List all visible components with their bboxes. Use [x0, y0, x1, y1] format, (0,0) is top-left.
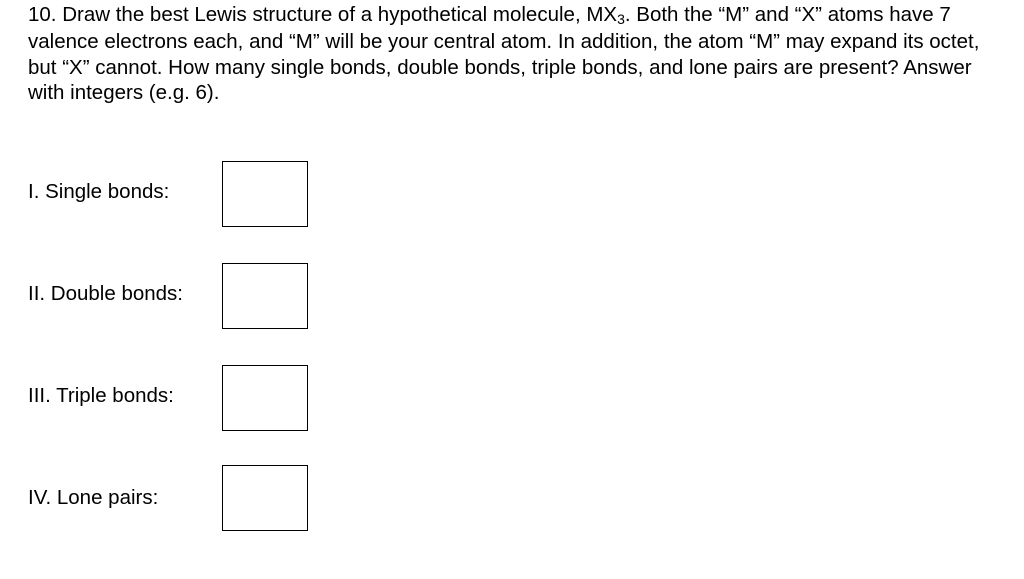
question-text [28, 2, 1003, 105]
lone-pairs-input[interactable] [222, 465, 308, 531]
question-subscript: 3 [617, 11, 625, 27]
double-bonds-label: II. Double bonds: [28, 282, 183, 305]
question-text-end: . Both the “M” and “X” atoms have 7 valence electrons each, and “M” will be your central atom. In addition, the atom “M” may expand its octet, but “X” cannot. How many single bonds, double bonds, triple bonds, and lone pairs are present? Answer with integers (e.g. 6). [28, 3, 980, 104]
single-bonds-input[interactable] [222, 161, 308, 227]
triple-bonds-input[interactable] [222, 365, 308, 431]
question-text-start: 10. Draw the best Lewis structure of a hypothetical molecule, MX [28, 3, 618, 26]
double-bonds-input[interactable] [222, 263, 308, 329]
single-bonds-label: I. Single bonds: [28, 180, 170, 203]
triple-bonds-label: III. Triple bonds: [28, 384, 174, 407]
lone-pairs-label: IV. Lone pairs: [28, 486, 159, 509]
